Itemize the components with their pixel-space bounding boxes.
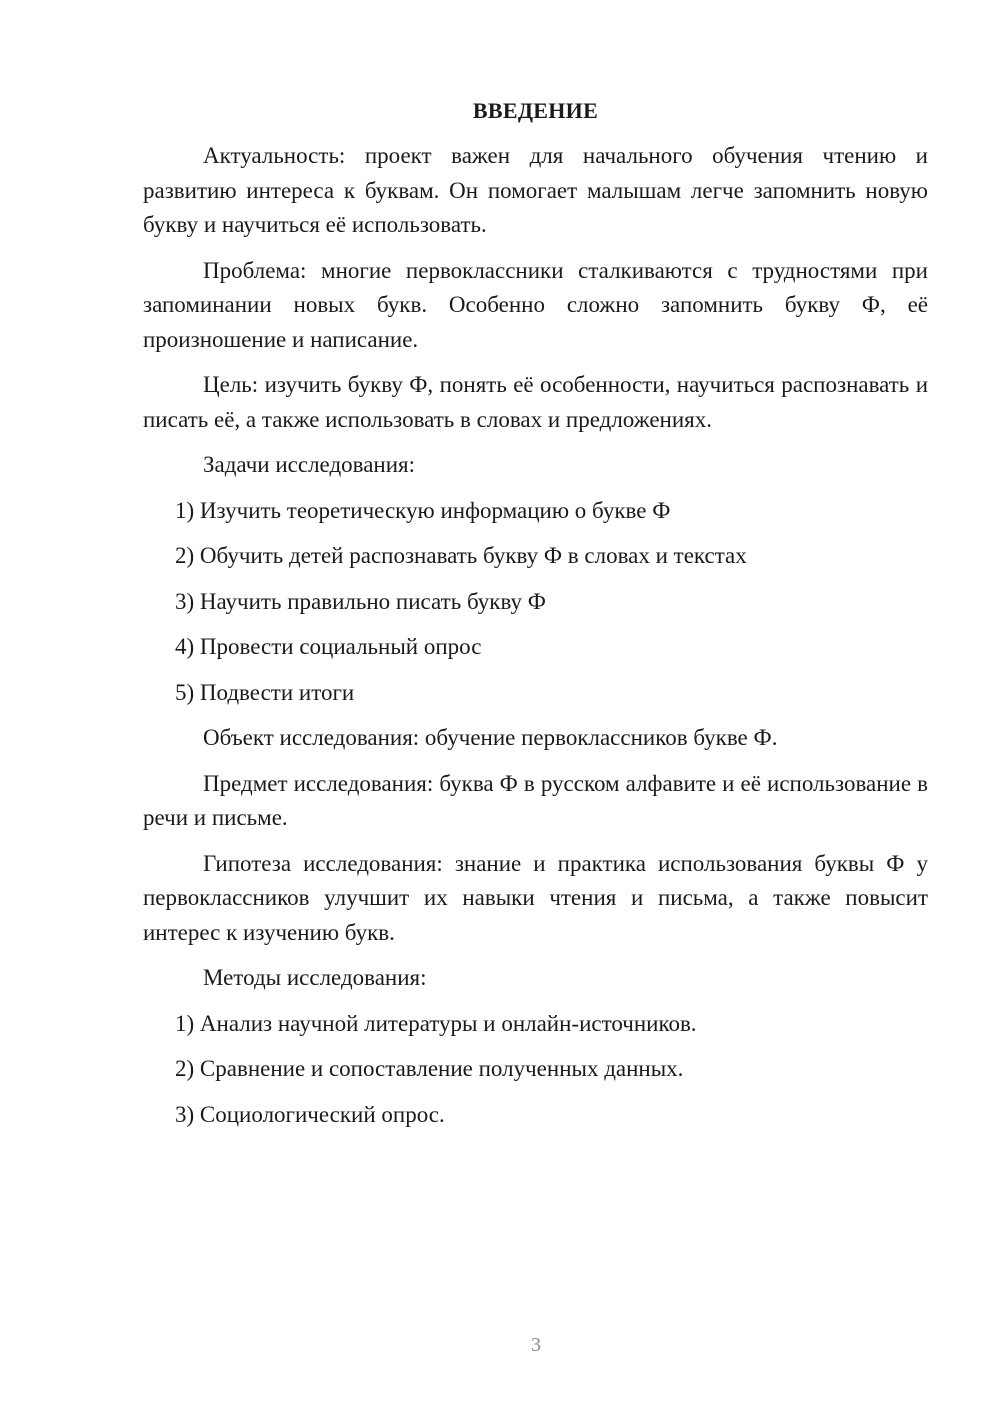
goal-paragraph: Цель: изучить букву Ф, понять её особенности, научиться распознавать и писать её, а также использовать в словах и предложениях. [143,372,928,432]
list-item: 4) Провести социальный опрос [175,634,482,659]
hypothesis-paragraph: Гипотеза исследования: знание и практика использования буквы Ф у первоклассников улучшит их навыки чтения и письма, а также повысит интерес к изучению букв. [143,850,928,945]
list-item: 2) Обучить детей распознавать букву Ф в словах и текстах [175,543,747,568]
tasks-list [143,494,928,711]
list-item: 2) Сравнение и сопоставление полученных данных. [175,1056,684,1081]
subject-paragraph: Предмет исследования: буква Ф в русском алфавите и её использование в речи и письме. [143,770,928,830]
methods-list [143,1007,928,1133]
list-item: 1) Анализ научной литературы и онлайн-источников. [175,1010,697,1036]
list-item: 1) Изучить теоретическую информацию о букве Ф [175,497,671,523]
page-content [143,94,928,1143]
page-number: 3 [531,1334,541,1356]
page-number-container [72,1333,1000,1357]
relevance-paragraph: Актуальность: проект важен для начального обучения чтению и развитию интереса к буквам. Он помогает малышам легче запомнить новую букву и научиться её использовать. [143,143,928,237]
methods-heading: Методы исследования: [203,965,427,990]
object-paragraph: Объект исследования: обучение первоклассников букве Ф. [203,725,778,750]
list-item: 5) Подвести итоги [175,679,355,705]
list-item: 3) Социологический опрос. [175,1101,445,1127]
tasks-heading: Задачи исследования: [203,452,416,477]
page-title: ВВЕДЕНИЕ [472,98,599,123]
list-item: 3) Научить правильно писать букву Ф [175,588,546,614]
problem-paragraph: Проблема: многие первоклассники сталкиваются с трудностями при запоминании новых букв. Особенно сложно запомнить букву Ф, её произношение и написание. [143,257,928,352]
